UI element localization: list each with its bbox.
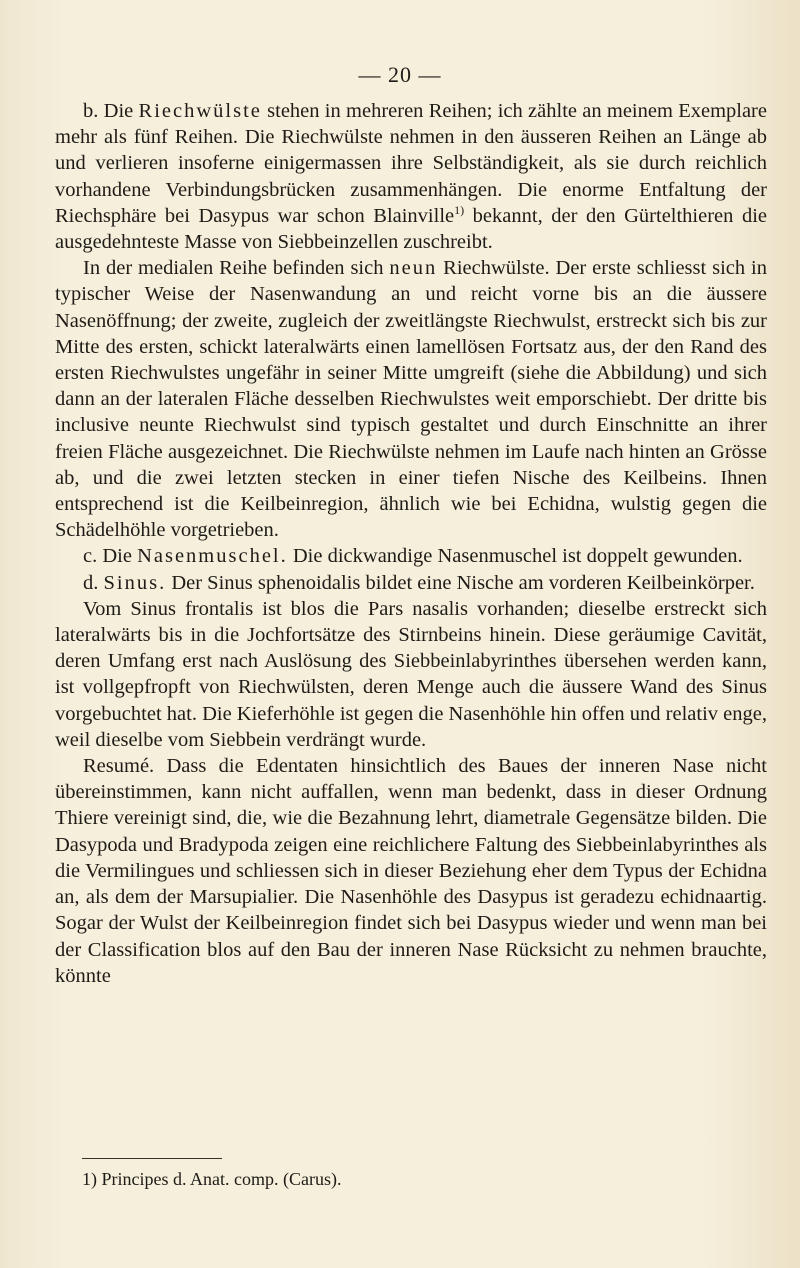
page-number: — 20 — [358,62,442,87]
paragraph-lead: b. Die [83,100,139,122]
spaced-term: Sinus. [103,571,167,594]
paragraph-lead: c. Die [83,545,138,568]
paragraph-tail: bekannt, der den Gürtelthieren die ausgedehnteste Masse von Siebbeinzellen zuschreibt. [55,204,767,254]
spaced-term: Nasenmuschel. [137,545,288,568]
paragraph-text: Dass die Edentaten hinsichtlich des Baues der inneren Nase nicht übereinstimmen, kann nicht auffallen, wenn man bedenkt, dass in dieser Ordnung Thiere vereinigt sind, die, wie die Bezahnung lehrt, diametrale Gegensätze bilden. Die Dasypoda und Bradypoda zeigen eine reichlichere Faltung des Siebbeinlabyrinthes als die Vermilingues und schliessen sich in dieser Beziehung eher dem Typus der Echidna an, als dem der Marsupialier. Die Nasenhöhle des Dasypus ist geradezu echidnaartig. Sogar der Wulst der Keilbeinregion findet sich bei Dasypus wieder und wenn man bei der Classification blos auf den Bau der inneren Nase Rücksicht zu nehmen brauchte, könnte [55,755,767,987]
paragraph-lead: Resumé. [83,755,155,778]
paragraph-nasenmuschel [55,543,767,569]
paragraph-text: Der Sinus sphenoidalis bildet eine Nische am vorderen Keilbeinkörper. [166,571,755,594]
body-text [55,98,767,989]
footnote: 1) Principes d. Anat. comp. (Carus). [82,1169,342,1189]
paragraph-lead: d. [83,571,104,594]
paragraph-text: stehen in mehreren Reihen; ich zählte an meinem Exemplare mehr als fünf Reihen. Die Riechwülste nehmen in den äusseren Reihen an Länge ab und verlieren insoferne einigermassen ihre Selbständigkeit, als sie durch reichlich vorhandene Verbindungsbrücken zusammenhängen. Die enorme Entfaltung der Riechsphäre bei Dasypus war schon Blainville [55,100,767,227]
paragraph-mediale-reihe [55,255,767,543]
spaced-term: Riechwülste [138,100,262,122]
spaced-term: neun [389,257,438,280]
paragraph-resume [55,753,767,989]
paragraph-sinus-frontalis [55,596,767,753]
paragraph-sinus [55,570,767,596]
footnote-divider [82,1158,222,1159]
paragraph-text: Vom Sinus frontalis ist blos die Pars nasalis vorhanden; dieselbe erstreckt sich lateralwärts bis in die Jochfortsätze des Stirnbeins hinein. Diese geräumige Cavität, deren Umfang erst nach Auslösung des Siebbeinlabyrinthes übersehen werden kann, ist vollgepfropft von Riechwülsten, deren Menge auch die äussere Wand des Sinus vorgebuchtet hat. Die Kieferhöhle ist gegen die Nasenhöhle hin offen und relativ enge, weil dieselbe vom Siebbein verdrängt wurde. [55,597,767,751]
paragraph-text: Riechwülste. Der erste schliesst sich in typischer Weise der Nasenwandung an und reicht vorne bis an die äussere Nasenöffnung; der zweite, zugleich der zweitlängste Riechwulst, erstreckt sich bis zur Mitte des ersten, schickt lateralwärts einen lamellösen Fortsatz aus, der den Rand des ersten Riechwulstes ungefähr in seiner Mitte umgreift (siehe die Abbildung) und sich dann an der lateralen Fläche desselben Riechwulstes weit emporschiebt. Der dritte bis inclusive neunte Riechwulst sind typisch gestaltet und durch Einschnitte an ihrer freien Fläche ausgezeichnet. Die Riechwülste nehmen im Laufe nach hinten an Grösse ab, und die zwei letzten stecken in einer tiefen Nische des Keilbeins. Ihnen entsprechend ist die Keilbeinregion, ähnlich wie bei Echidna, wulstig gegen die Schädelhöhle vorgetrieben. [55,257,767,542]
footnote-marker: 1) [454,202,465,217]
paragraph-riechwuelste [55,98,767,255]
paragraph-text: Die dickwandige Nasenmuschel ist doppelt gewunden. [287,545,743,568]
paragraph-lead: In der medialen Reihe befinden sich [83,257,390,280]
